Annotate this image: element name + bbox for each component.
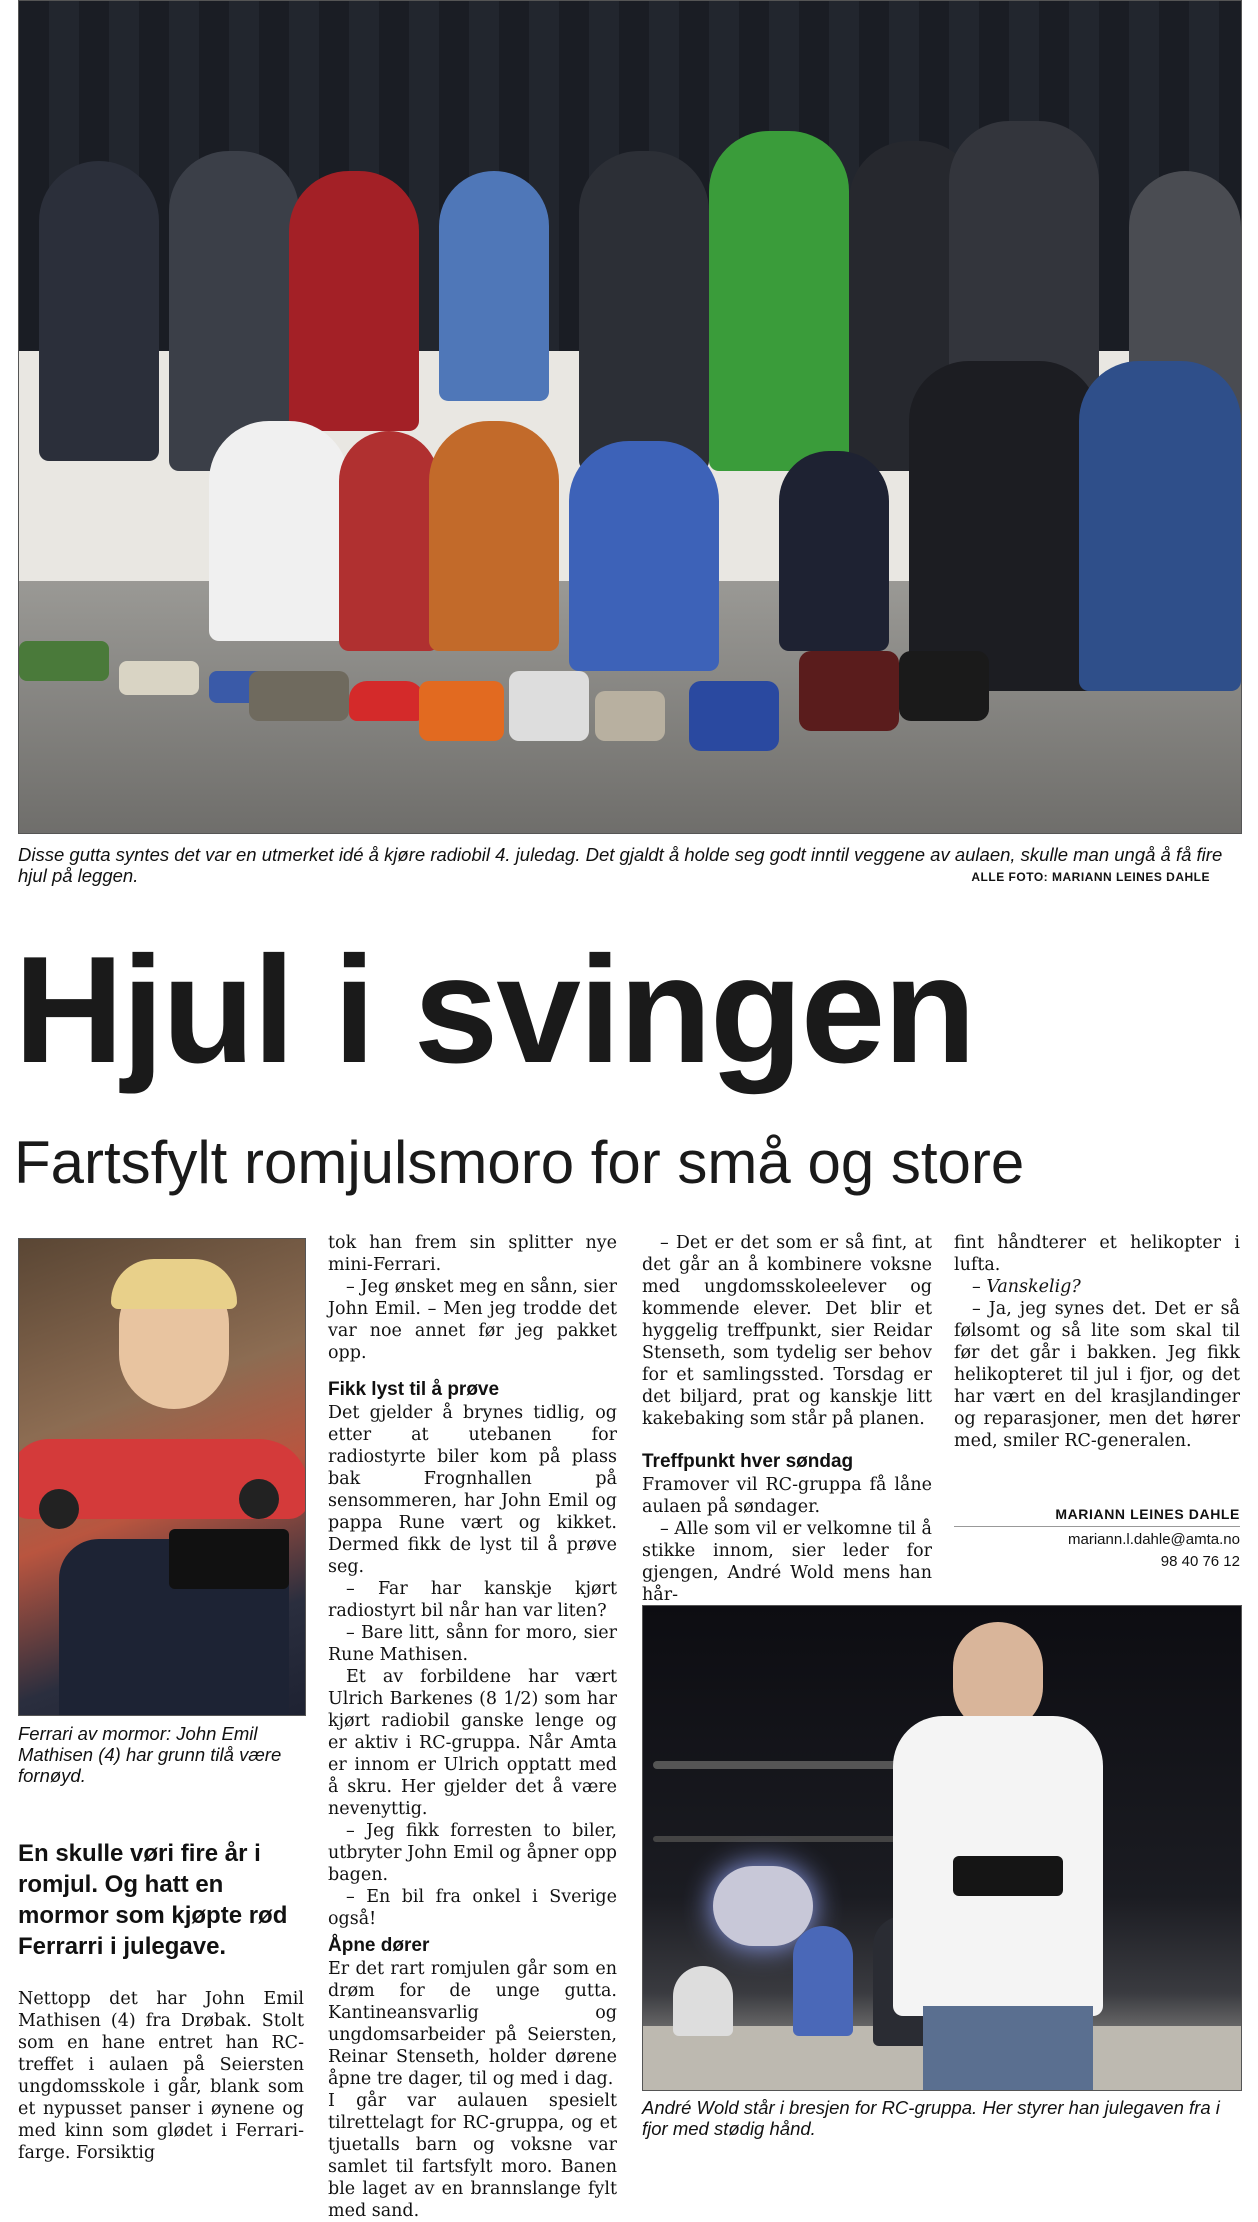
byline-divider [954,1526,1240,1527]
col2-p7: – Jeg fikk forresten to biler, utbryter John Emil og åpner opp bagen. [328,1821,617,1885]
col4-p1: fint håndterer et helikopter i lufta. [954,1233,1240,1275]
col2-p2: – Jeg ønsket meg en sånn, sier John Emil. – Men jeg trodde det var noe annet før jeg pakket opp. [328,1277,617,1363]
ferrari-boy-photo [18,1238,306,1716]
col3-p1: – Det er det som er så fint, at det går an å kombinere voksne med ungdomsskoleelever og kommende elever. Det blir et hyggelig treffpunkt, sier Reidar Stenseth, som tydelig ser behov for et samlingssted. Torsdag er det biljard, prat og kanskje litt kakebaking som står på planen. [642,1233,932,1429]
col1-paragraph: Nettopp det har John Emil Mathisen (4) fra Drøbak. Stolt som en hane entret han RC-treffet i aulaen på Seiersten ungdomsskole i går, blank som et nypusset panser i øynene og med kinn som glødet i Ferrari-farge. Forsiktig [18,1989,304,2163]
byline-name: MARIANN LEINES DAHLE [1055,1506,1240,1522]
col2-p3: Det gjelder å brynes tidlig, og etter at utebanen for radiostyrte biler kom på plass bak Frognhallen på sensommeren, har John Emil og pappa Rune vært og kikket. Dermed fikk de lyst til å prøve seg. [328,1403,617,1577]
helicopter-photo [642,1605,1242,2091]
group-photo [18,0,1242,834]
article-col2 [328,1232,617,2222]
top-photo-caption: Disse gutta syntes det var en utmerket idé å kjøre radiobil 4. juledag. Det gjaldt å holde seg godt inntil veggene av aulaen, skulle man ungå å få fire hjul på leggen. [18,844,1223,886]
col2-p8: – En bil fra onkel i Sverige også! [328,1887,617,1929]
photo-credit: ALLE FOTO: MARIANN LEINES DAHLE [971,870,1210,884]
col2-p5: – Bare litt, sånn for moro, sier Rune Mathisen. [328,1623,617,1665]
col2-p4: – Far har kanskje kjørt radiostyrt bil når han var liten? [328,1579,617,1621]
bottom-photo-caption: André Wold står i bresjen for RC-gruppa. Her styrer han julegaven fra i fjor med stødig hånd. [642,2097,1220,2139]
small-photo-caption: Ferrari av mormor: John Emil Mathisen (4) har grunn tilå være fornøyd. [18,1723,282,1786]
byline-email[interactable]: mariann.l.dahle@amta.no [1068,1531,1240,1548]
byline-phone: 98 40 76 12 [1160,1553,1240,1570]
subheadline: Fartsfylt romjulsmoro for små og store [14,1129,1025,1196]
article-col1 [18,1988,304,2164]
col4-p2: – Vanskelig? [972,1277,1081,1297]
col2-p1: tok han frem sin splitter nye mini-Ferrari. [328,1233,617,1275]
subheading-treffpunkt: Treffpunkt hver søndag [642,1451,854,1472]
pull-quote: En skulle vøri fire år i romjul. Og hatt en mormor som kjøpte rød Ferrarri i julegave. [18,1840,288,1960]
col2-p6: Et av forbildene har vært Ulrich Barkenes (8 1/2) som har kjørt radiobil ganske lenge og er aktiv i RC-gruppa. Når Amta er innom er Ulrich opptatt med å skru. Her gjelder det å være nevenyttig. [328,1667,617,1819]
col4-p3: – Ja, jeg synes det. Det er så følsomt og så lite som skal til før det går i bakken. Jeg fikk helikopteret til jul i fjor, og det har vært en del krasjlandinger og reparasjoner, men det hører med, smiler RC-generalen. [954,1299,1240,1451]
subheading-apne-dorer: Åpne dører [328,1935,430,1956]
article-col3 [642,1232,932,1606]
col2-p9: Er det rart romjulen går som en drøm for de unge gutta. Kantineansvarlig og ungdomsarbeider på Seiersten, Reinar Stenseth, holder dørene åpne tre dager, til og med i dag. [328,1959,617,2089]
headline: Hjul i svingen [14,925,975,1095]
subheading-fikk-lyst: Fikk lyst til å prøve [328,1379,500,1400]
article-col4 [954,1232,1240,1452]
col3-p3: – Alle som vil er velkomne til å stikke innom, sier leder for gjengen, André Wold mens han hår- [642,1519,932,1605]
col3-p2: Framover vil RC-gruppa få låne aulaen på søndager. [642,1475,932,1517]
col2-p10: I går var aulauen spesielt tilrettelagt for RC-gruppa, og et tjuetalls barn og voksne var samlet til fartsfylt moro. Banen ble laget av en brannslange fylt med sand. [328,2091,617,2221]
